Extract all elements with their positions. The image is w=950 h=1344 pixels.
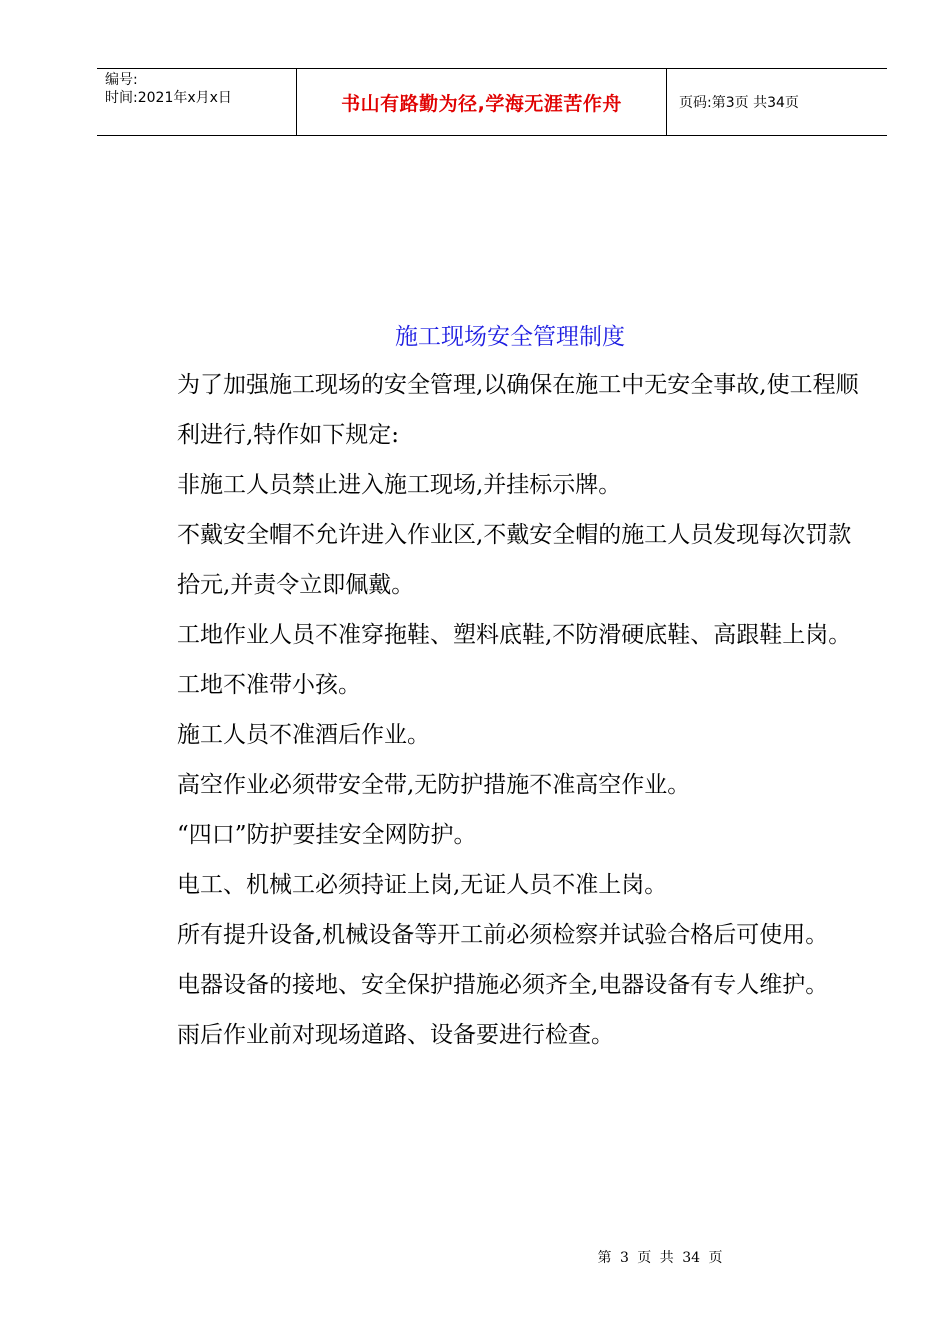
paragraph: 高空作业必须带安全带,无防护措施不准高空作业。 (177, 772, 691, 798)
paragraph: 所有提升设备,机械设备等开工前必须检察并试验合格后可使用。 (177, 922, 829, 948)
header-motto: 书山有路勤为径,学海无涯苦作舟 (297, 69, 667, 135)
paragraph: 电工、机械工必须持证上岗,无证人员不准上岗。 (177, 872, 668, 898)
header-meta (97, 69, 297, 135)
paragraph: 不戴安全帽不允许进入作业区,不戴安全帽的施工人员发现每次罚款拾元,并责令立即佩戴。 (177, 522, 852, 598)
paragraph: 电器设备的接地、安全保护措施必须齐全,电器设备有专人维护。 (177, 972, 829, 998)
paragraph: 非施工人员禁止进入施工现场,并挂标示牌。 (177, 472, 622, 498)
paragraph: 为了加强施工现场的安全管理,以确保在施工中无安全事故,使工程顺利进行,特作如下规定: (177, 372, 859, 448)
page-header (97, 68, 887, 136)
paragraph: 工地作业人员不准穿拖鞋、塑料底鞋,不防滑硬底鞋、高跟鞋上岗。 (177, 622, 852, 648)
paragraph: 雨后作业前对现场道路、设备要进行检查。 (177, 1022, 614, 1048)
number-label: 编号: (105, 72, 138, 88)
document-title: 施工现场安全管理制度 (395, 324, 625, 350)
time-label: 时间:2021年x月x日 (105, 90, 232, 106)
document-body (177, 360, 867, 1060)
page-footer: 第 3 页 共 34 页 (597, 1250, 723, 1266)
header-page-info: 页码:第3页 共34页 (679, 95, 799, 111)
paragraph: 施工人员不准酒后作业。 (177, 722, 430, 748)
paragraph: “四口”防护要挂安全网防护。 (177, 822, 477, 848)
paragraph: 工地不准带小孩。 (177, 672, 361, 698)
